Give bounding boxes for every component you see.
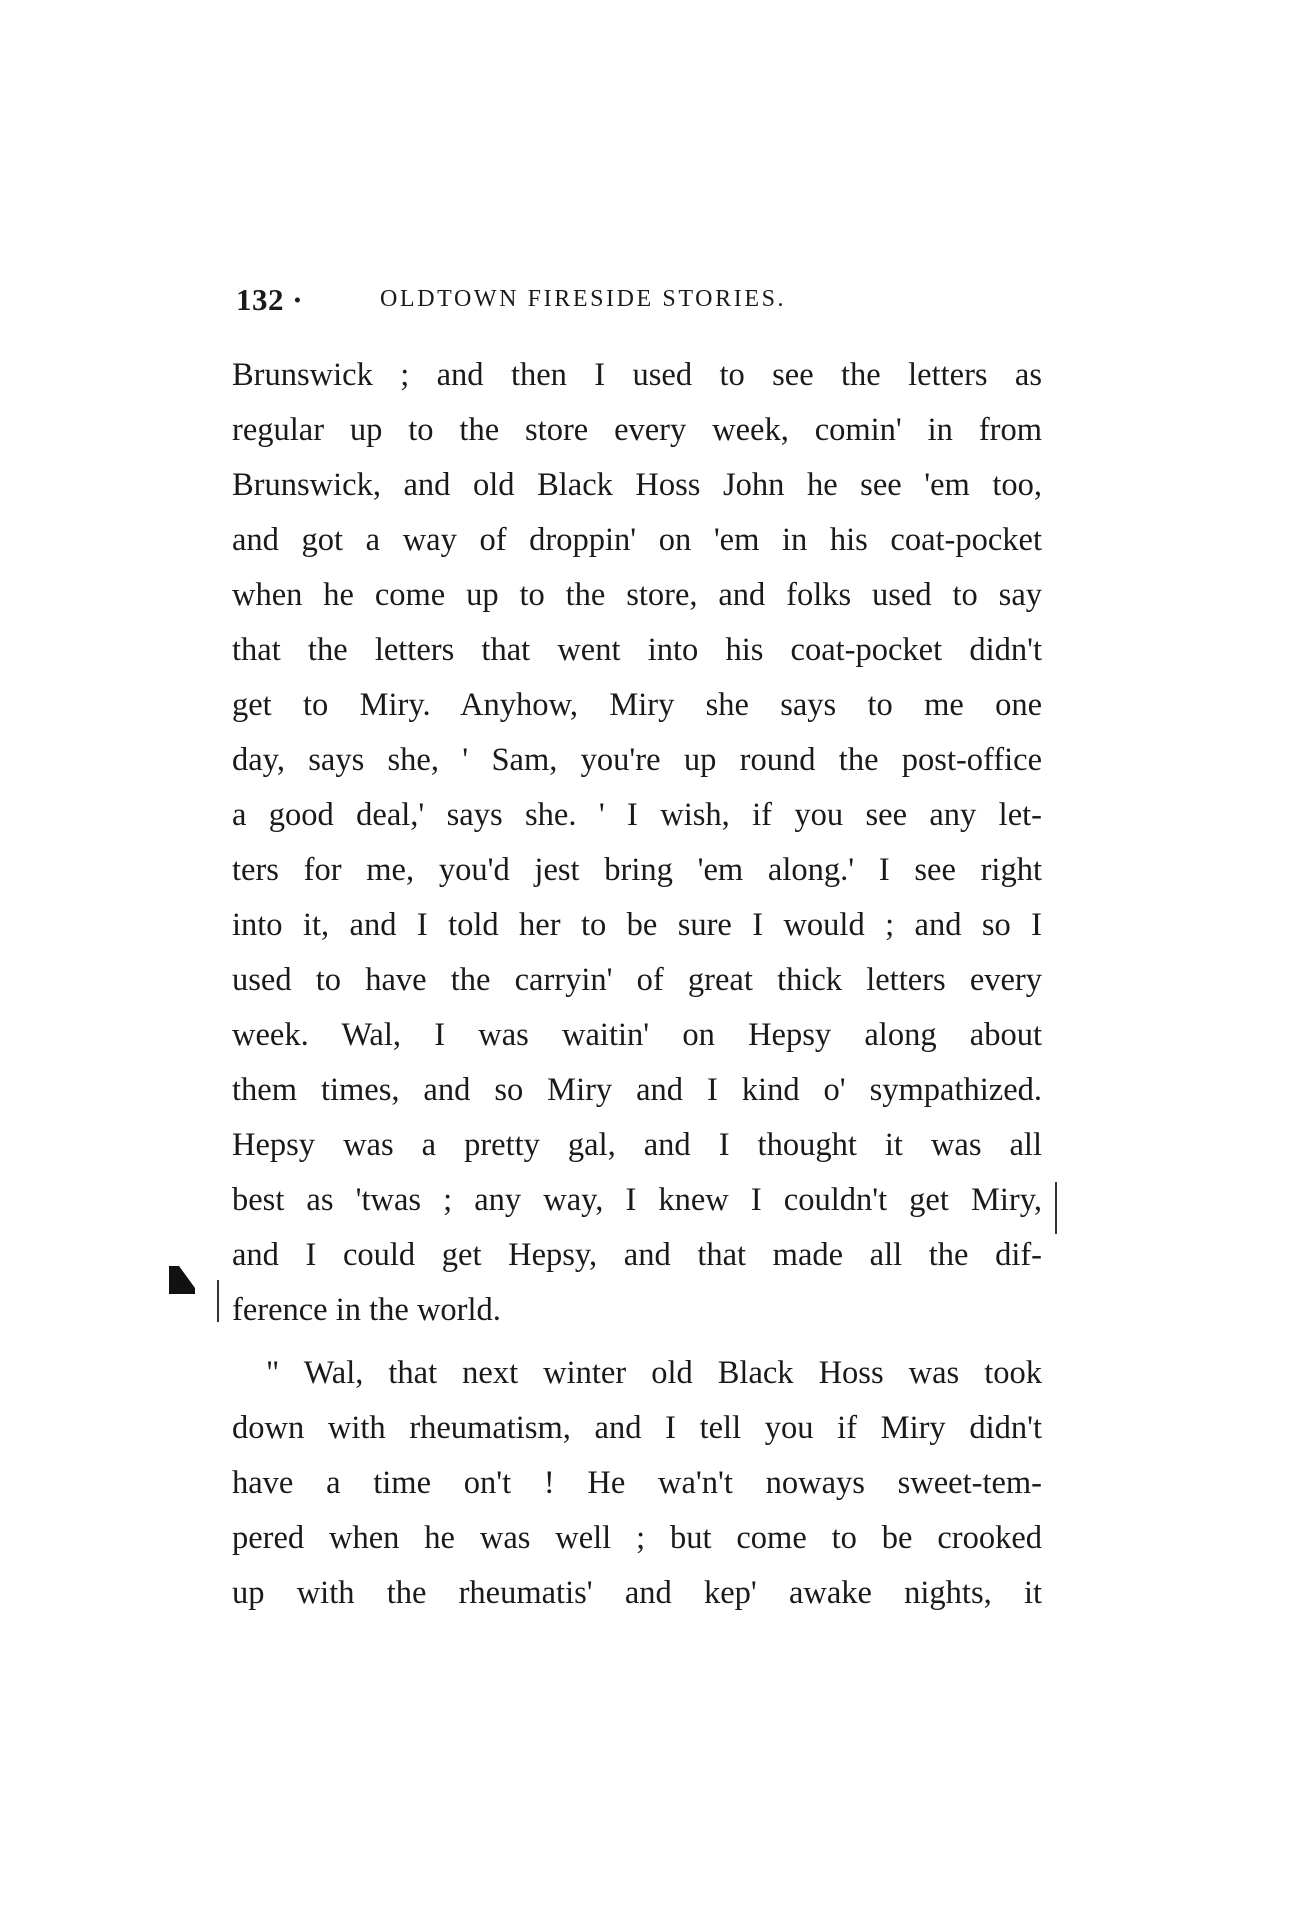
text-line: and got a way of droppin' on 'em in his coat-pocket — [232, 522, 1042, 558]
text-line: Brunswick, and old Black Hoss John he see 'em too, — [232, 467, 1042, 503]
text-line: pered when he was well ; but come to be crooked — [232, 1520, 1042, 1556]
page-number: 132 · — [236, 282, 304, 317]
text-line: week. Wal, I was waitin' on Hepsy along about — [232, 1017, 1042, 1053]
paragraph — [232, 348, 1042, 1338]
text-line: used to have the carryin' of great thick letters every — [232, 962, 1042, 998]
text-line: into it, and I told her to be sure I would ; and so I — [232, 907, 1042, 943]
text-line: " Wal, that next winter old Black Hoss was took — [266, 1355, 1042, 1391]
text-line: ference in the world. — [232, 1292, 501, 1328]
text-line: that the letters that went into his coat-pocket didn't — [232, 632, 1042, 668]
text-line: when he come up to the store, and folks used to say — [232, 577, 1042, 613]
text-line: down with rheumatism, and I tell you if Miry didn't — [232, 1410, 1042, 1446]
text-line: day, says she, ' Sam, you're up round the post-office — [232, 742, 1042, 778]
text-line: a good deal,' says she. ' I wish, if you see any let- — [232, 797, 1042, 833]
running-title: OLDTOWN FIRESIDE STORIES. — [380, 286, 787, 312]
text-line: get to Miry. Anyhow, Miry she says to me one — [232, 687, 1042, 723]
text-line: them times, and so Miry and I kind o' sympathized. — [232, 1072, 1042, 1108]
margin-bracket — [217, 1280, 219, 1322]
margin-bracket — [1055, 1182, 1057, 1234]
text-line: ters for me, you'd jest bring 'em along.' I see right — [232, 852, 1042, 888]
text-line: regular up to the store every week, comin' in from — [232, 412, 1042, 448]
text-line: Brunswick ; and then I used to see the letters as — [232, 357, 1042, 393]
text-line: best as 'twas ; any way, I knew I couldn't get Miry, — [232, 1182, 1042, 1218]
text-line: Hepsy was a pretty gal, and I thought it was all — [232, 1127, 1042, 1163]
text-line: up with the rheumatis' and kep' awake nights, it — [232, 1575, 1042, 1611]
body-text — [232, 348, 1042, 1621]
running-header — [0, 282, 1290, 322]
text-line: have a time on't ! He wa'n't noways sweet-tem- — [232, 1465, 1042, 1501]
text-line: and I could get Hepsy, and that made all the dif- — [232, 1237, 1042, 1273]
paragraph — [232, 1346, 1042, 1621]
scan-mark — [165, 1262, 205, 1302]
